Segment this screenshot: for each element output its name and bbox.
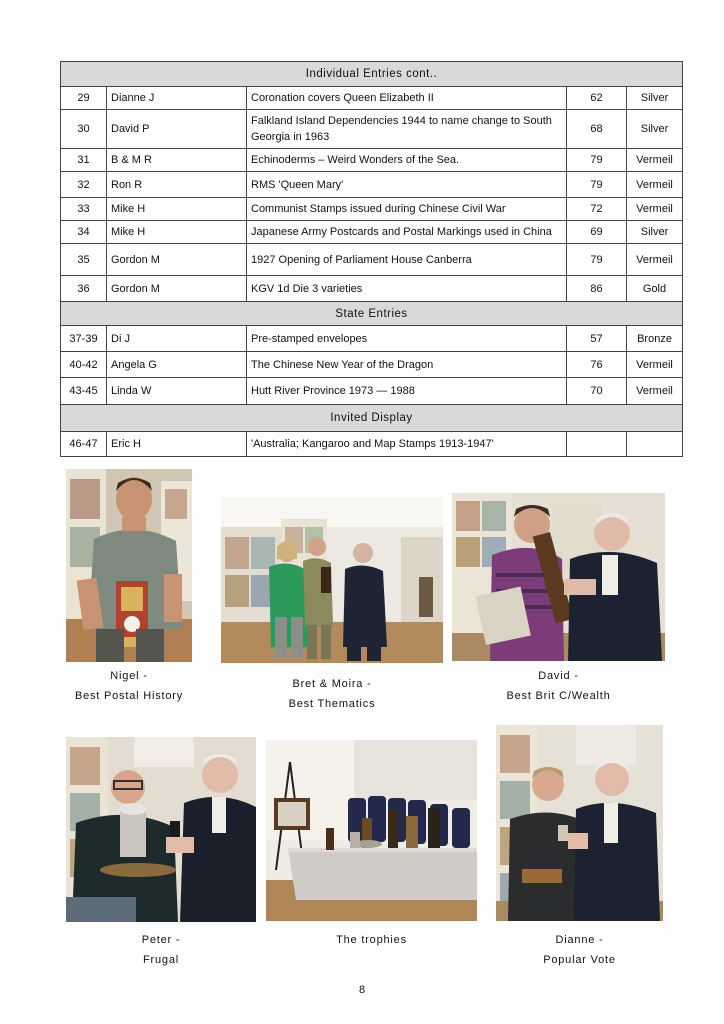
section-header-invited bbox=[61, 405, 683, 432]
award bbox=[627, 432, 683, 457]
entrant-name: Eric H bbox=[107, 432, 247, 457]
entrant-name: Angela G bbox=[107, 352, 247, 378]
table-row bbox=[61, 378, 683, 405]
caption-line: Peter - bbox=[141, 934, 181, 946]
table-row bbox=[61, 326, 683, 352]
section-header-state bbox=[61, 302, 683, 326]
score: 62 bbox=[567, 87, 627, 110]
score: 68 bbox=[567, 110, 627, 149]
results-table bbox=[60, 61, 683, 457]
caption-dianne bbox=[496, 930, 663, 970]
table-row bbox=[61, 149, 683, 172]
score: 72 bbox=[567, 198, 627, 221]
entrant-name: Linda W bbox=[107, 378, 247, 405]
entry-number: 35 bbox=[61, 244, 107, 276]
caption-line: Best Thematics bbox=[288, 698, 376, 710]
entry-number: 34 bbox=[61, 221, 107, 244]
entry-number: 31 bbox=[61, 149, 107, 172]
caption-line: Bret & Moira - bbox=[292, 678, 372, 690]
table-row bbox=[61, 110, 683, 149]
award: Vermeil bbox=[627, 378, 683, 405]
exhibit-title: KGV 1d Die 3 varieties bbox=[247, 276, 567, 302]
caption-line: Dianne - bbox=[555, 934, 604, 946]
page-number: 8 bbox=[358, 984, 366, 996]
caption-line: Popular Vote bbox=[543, 954, 616, 966]
table-row bbox=[61, 244, 683, 276]
entry-number: 32 bbox=[61, 172, 107, 198]
score: 69 bbox=[567, 221, 627, 244]
exhibit-title: Communist Stamps issued during Chinese Civil War bbox=[247, 198, 567, 221]
exhibit-title: Echinoderms – Weird Wonders of the Sea. bbox=[247, 149, 567, 172]
caption-line: The trophies bbox=[336, 934, 407, 946]
caption-trophies bbox=[266, 930, 477, 950]
entry-number: 30 bbox=[61, 110, 107, 149]
award: Silver bbox=[627, 87, 683, 110]
score: 86 bbox=[567, 276, 627, 302]
photo-nigel bbox=[66, 469, 192, 662]
entrant-name: Dianne J bbox=[107, 87, 247, 110]
caption-david bbox=[452, 666, 665, 706]
section-title: State Entries bbox=[61, 302, 683, 326]
entry-number: 46-47 bbox=[61, 432, 107, 457]
score: 76 bbox=[567, 352, 627, 378]
table-row bbox=[61, 352, 683, 378]
entrant-name: Gordon M bbox=[107, 244, 247, 276]
section-header-individual bbox=[61, 62, 683, 87]
score: 79 bbox=[567, 149, 627, 172]
award: Bronze bbox=[627, 326, 683, 352]
exhibit-title: 1927 Opening of Parliament House Canberra bbox=[247, 244, 567, 276]
table-row bbox=[61, 198, 683, 221]
caption-line: Best Brit C/Wealth bbox=[506, 690, 611, 702]
award: Silver bbox=[627, 221, 683, 244]
table-row bbox=[61, 221, 683, 244]
entrant-name: Ron R bbox=[107, 172, 247, 198]
entrant-name: B & M R bbox=[107, 149, 247, 172]
award: Vermeil bbox=[627, 244, 683, 276]
photo-peter bbox=[66, 737, 256, 922]
table-row bbox=[61, 87, 683, 110]
exhibit-title: RMS 'Queen Mary' bbox=[247, 172, 567, 198]
entry-number: 29 bbox=[61, 87, 107, 110]
award: Vermeil bbox=[627, 352, 683, 378]
exhibit-title: Falkland Island Dependencies 1944 to name change to South Georgia in 1963 bbox=[247, 110, 567, 149]
exhibit-title: Japanese Army Postcards and Postal Markings used in China bbox=[247, 221, 567, 244]
entry-number: 37-39 bbox=[61, 326, 107, 352]
photo-dianne bbox=[496, 725, 663, 921]
score: 79 bbox=[567, 172, 627, 198]
exhibit-title: Pre-stamped envelopes bbox=[247, 326, 567, 352]
table-row bbox=[61, 276, 683, 302]
caption-bret-moira bbox=[221, 674, 443, 714]
photo-trophies bbox=[266, 740, 477, 921]
exhibit-title: 'Australia; Kangaroo and Map Stamps 1913-1947' bbox=[247, 432, 567, 457]
entry-number: 36 bbox=[61, 276, 107, 302]
entrant-name: Di J bbox=[107, 326, 247, 352]
exhibit-title: Coronation covers Queen Elizabeth II bbox=[247, 87, 567, 110]
entrant-name: David P bbox=[107, 110, 247, 149]
caption-line: Best Postal History bbox=[74, 690, 184, 702]
caption-nigel bbox=[66, 666, 192, 706]
score: 79 bbox=[567, 244, 627, 276]
exhibit-title: The Chinese New Year of the Dragon bbox=[247, 352, 567, 378]
award: Vermeil bbox=[627, 198, 683, 221]
score bbox=[567, 432, 627, 457]
section-title: Invited Display bbox=[61, 405, 683, 432]
entrant-name: Gordon M bbox=[107, 276, 247, 302]
award: Silver bbox=[627, 110, 683, 149]
entry-number: 40-42 bbox=[61, 352, 107, 378]
photo-bret-moira bbox=[221, 497, 443, 663]
award: Vermeil bbox=[627, 172, 683, 198]
section-title: Individual Entries cont.. bbox=[61, 62, 683, 87]
score: 70 bbox=[567, 378, 627, 405]
award: Gold bbox=[627, 276, 683, 302]
entrant-name: Mike H bbox=[107, 221, 247, 244]
entry-number: 43-45 bbox=[61, 378, 107, 405]
caption-line: Frugal bbox=[143, 954, 179, 966]
award: Vermeil bbox=[627, 149, 683, 172]
score: 57 bbox=[567, 326, 627, 352]
entrant-name: Mike H bbox=[107, 198, 247, 221]
caption-line: David - bbox=[538, 670, 579, 682]
caption-peter bbox=[66, 930, 256, 970]
table-row bbox=[61, 432, 683, 457]
table-row bbox=[61, 172, 683, 198]
caption-line: Nigel - bbox=[110, 670, 148, 682]
photo-david bbox=[452, 493, 665, 661]
exhibit-title: Hutt River Province 1973 — 1988 bbox=[247, 378, 567, 405]
entry-number: 33 bbox=[61, 198, 107, 221]
